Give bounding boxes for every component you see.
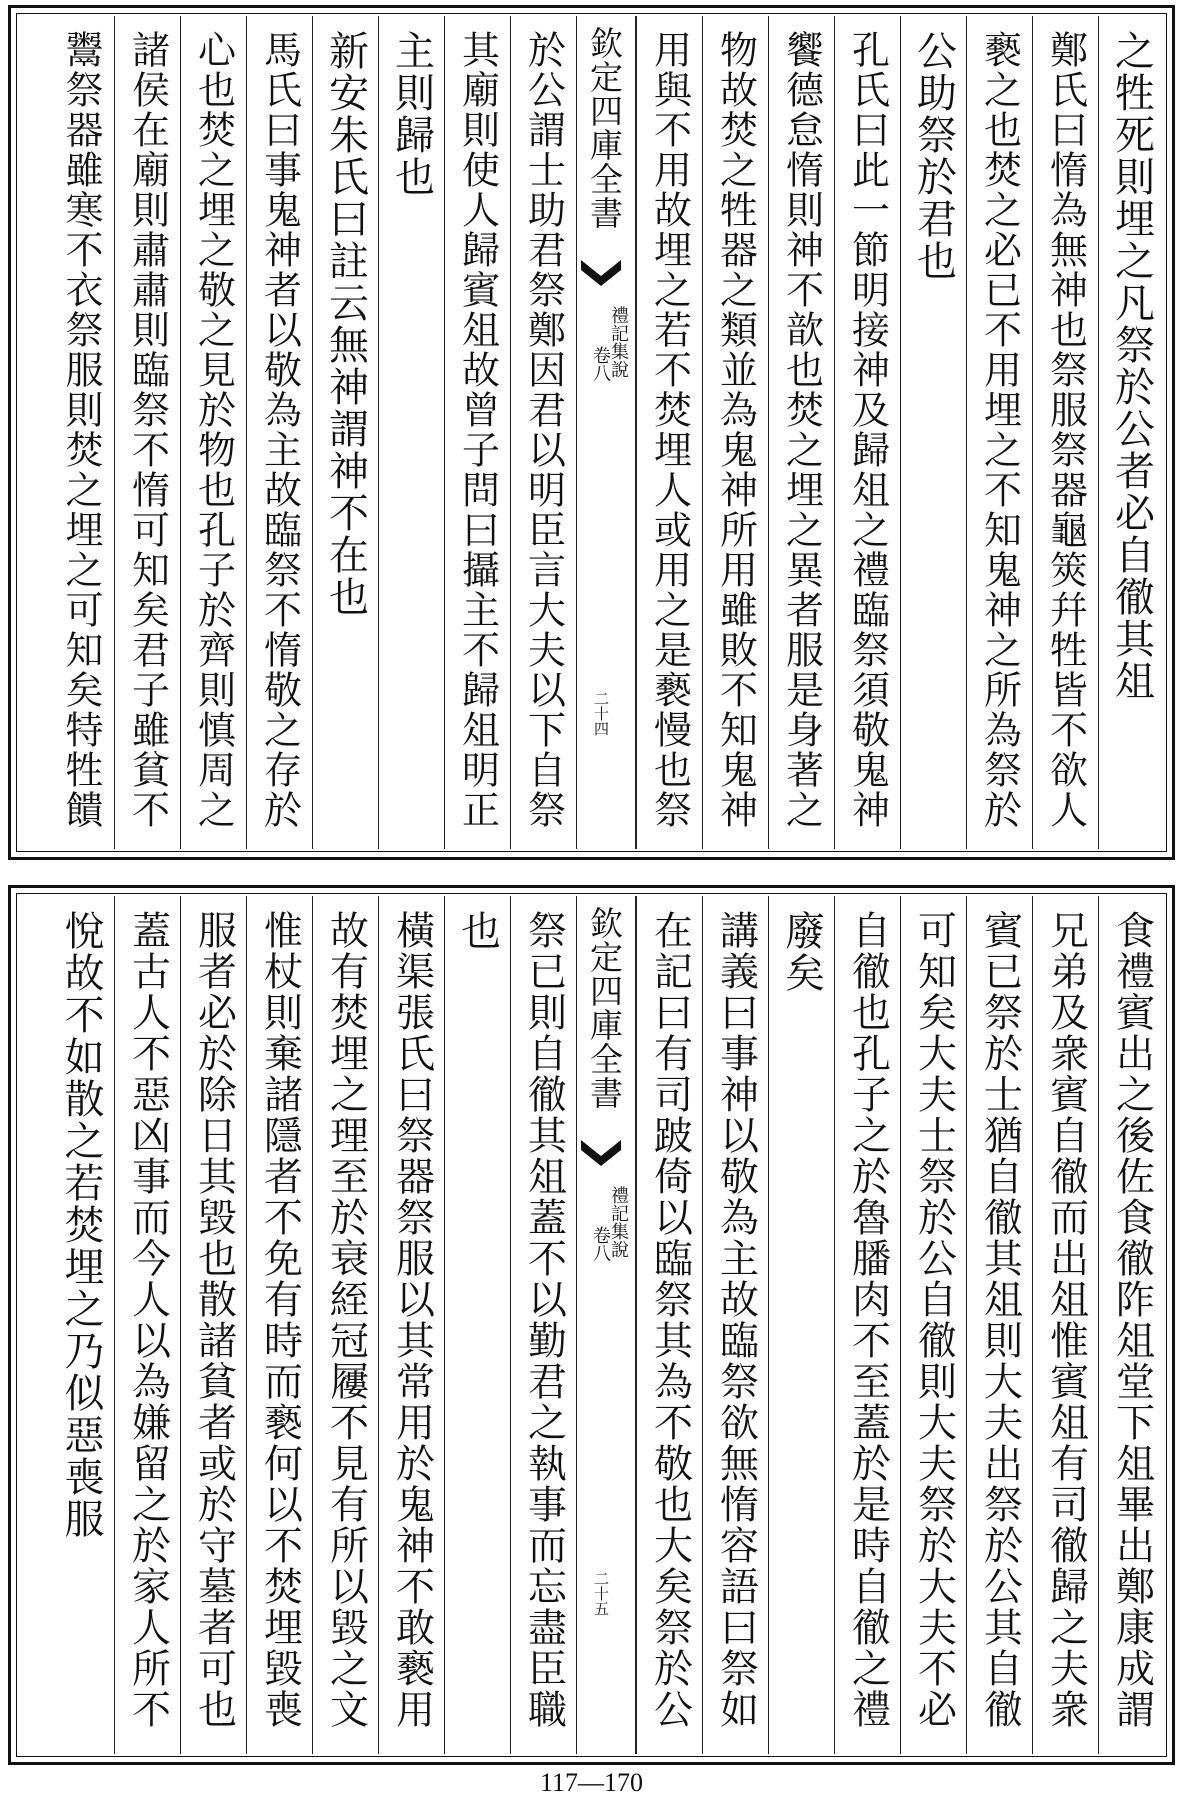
text-column: 用與不用故埋之若不焚埋人或用之是褻慢也祭 — [636, 16, 702, 849]
page-top — [8, 5, 1175, 860]
text-column: 於公謂士助君祭鄭因君以明臣言大夫以下自祭 — [510, 16, 576, 849]
text-column: 在記曰有司跛倚以臨祭其為不敬也大矣祭於公 — [636, 896, 702, 1754]
text-column: 也 — [444, 896, 510, 1754]
text-column: 饗德怠惰則神不歆也焚之埋之異者服是身著之 — [768, 16, 834, 849]
text-column: 鄭氏曰惰為無神也祭服祭器龜筴幷牲皆不欲人 — [1032, 16, 1098, 849]
text-column: 悅故不如散之若焚埋之乃似惡喪服 — [58, 910, 104, 1540]
page-bottom — [8, 885, 1175, 1765]
text-column: 故有焚埋之理至於衰絰冠屨不見有所以毀之文 — [312, 896, 378, 1754]
text-column: 褻之也焚之必已不用埋之不知鬼神之所為祭於 — [966, 16, 1032, 849]
text-column: 鬻祭器雖寒不衣祭服則焚之埋之可知矣特牲饋 — [59, 30, 103, 830]
text-column: 講義曰事神以敬為主故臨祭欲無惰容語曰祭如 — [702, 896, 768, 1754]
book-spine — [576, 896, 636, 1754]
text-column: 之牲死則埋之凡祭於公者必自徹其俎 — [1098, 16, 1164, 849]
fishtail-mark-icon — [581, 1136, 621, 1176]
text-column: 橫渠張氏曰祭器祭服以其常用於鬼神不敢褻用 — [378, 896, 444, 1754]
text-column: 孔氏曰此一節明接神及歸俎之禮臨祭須敬鬼神 — [834, 16, 900, 849]
page-number: 二十四 — [592, 691, 610, 736]
library-title: 欽定四庫全書 — [585, 906, 624, 1110]
book-spine — [576, 16, 636, 849]
text-column: 自徹也孔子之於魯膰肉不至蓋於是時自徹之禮 — [834, 896, 900, 1754]
text-column: 馬氏曰事鬼神者以敬為主故臨祭不惰敬之存於 — [246, 16, 312, 849]
library-title: 欽定四庫全書 — [585, 26, 624, 230]
text-column: 食禮賓出之後佐食徹阼俎堂下俎畢出鄭康成謂 — [1098, 896, 1164, 1754]
text-column: 物故焚之牲器之類並為鬼神所用雖敗不知鬼神 — [702, 16, 768, 849]
text-column: 諸侯在廟則肅肅則臨祭不惰可知矣君子雖貧不 — [114, 16, 180, 849]
page-footer-number: 117—170 — [539, 1768, 644, 1797]
text-column: 廢矣 — [768, 896, 834, 1754]
volume-label: 卷八 — [590, 346, 611, 382]
book-title: 禮記集說 — [608, 1186, 629, 1258]
text-column: 公助祭於君也 — [900, 16, 966, 849]
text-column: 賓已祭於士猶自徹其俎則大夫出祭於公其自徹 — [966, 896, 1032, 1754]
text-column: 新安朱氏曰註云無神謂神不在也 — [312, 16, 378, 849]
text-column: 惟杖則棄諸隱者不免有時而褻何以不焚埋毀喪 — [246, 896, 312, 1754]
text-column: 主則歸也 — [378, 16, 444, 849]
text-column: 其廟則使人歸賓俎故曾子問曰攝主不歸俎明正 — [444, 16, 510, 849]
volume-label: 卷八 — [590, 1226, 611, 1262]
bottom-columns — [19, 896, 1164, 1754]
book-title: 禮記集說 — [608, 306, 629, 378]
page-number: 二十五 — [592, 1571, 610, 1616]
text-column: 祭已則自徹其俎蓋不以勤君之執事而忘盡臣職 — [510, 896, 576, 1754]
top-columns — [19, 16, 1164, 849]
text-column: 服者必於除日其毀也散諸貧者或於守墓者可也 — [180, 896, 246, 1754]
text-column: 心也焚之埋之敬之見於物也孔子於齊則慎周之 — [180, 16, 246, 849]
text-column: 兄弟及衆賓自徹而出俎惟賓俎有司徹歸之夫衆 — [1032, 896, 1098, 1754]
fishtail-mark-icon — [581, 256, 621, 296]
text-column: 蓋古人不惡凶事而今人以為嫌留之於家人所不 — [114, 896, 180, 1754]
text-column: 可知矣大夫士祭於公自徹則大夫祭於大夫不必 — [900, 896, 966, 1754]
